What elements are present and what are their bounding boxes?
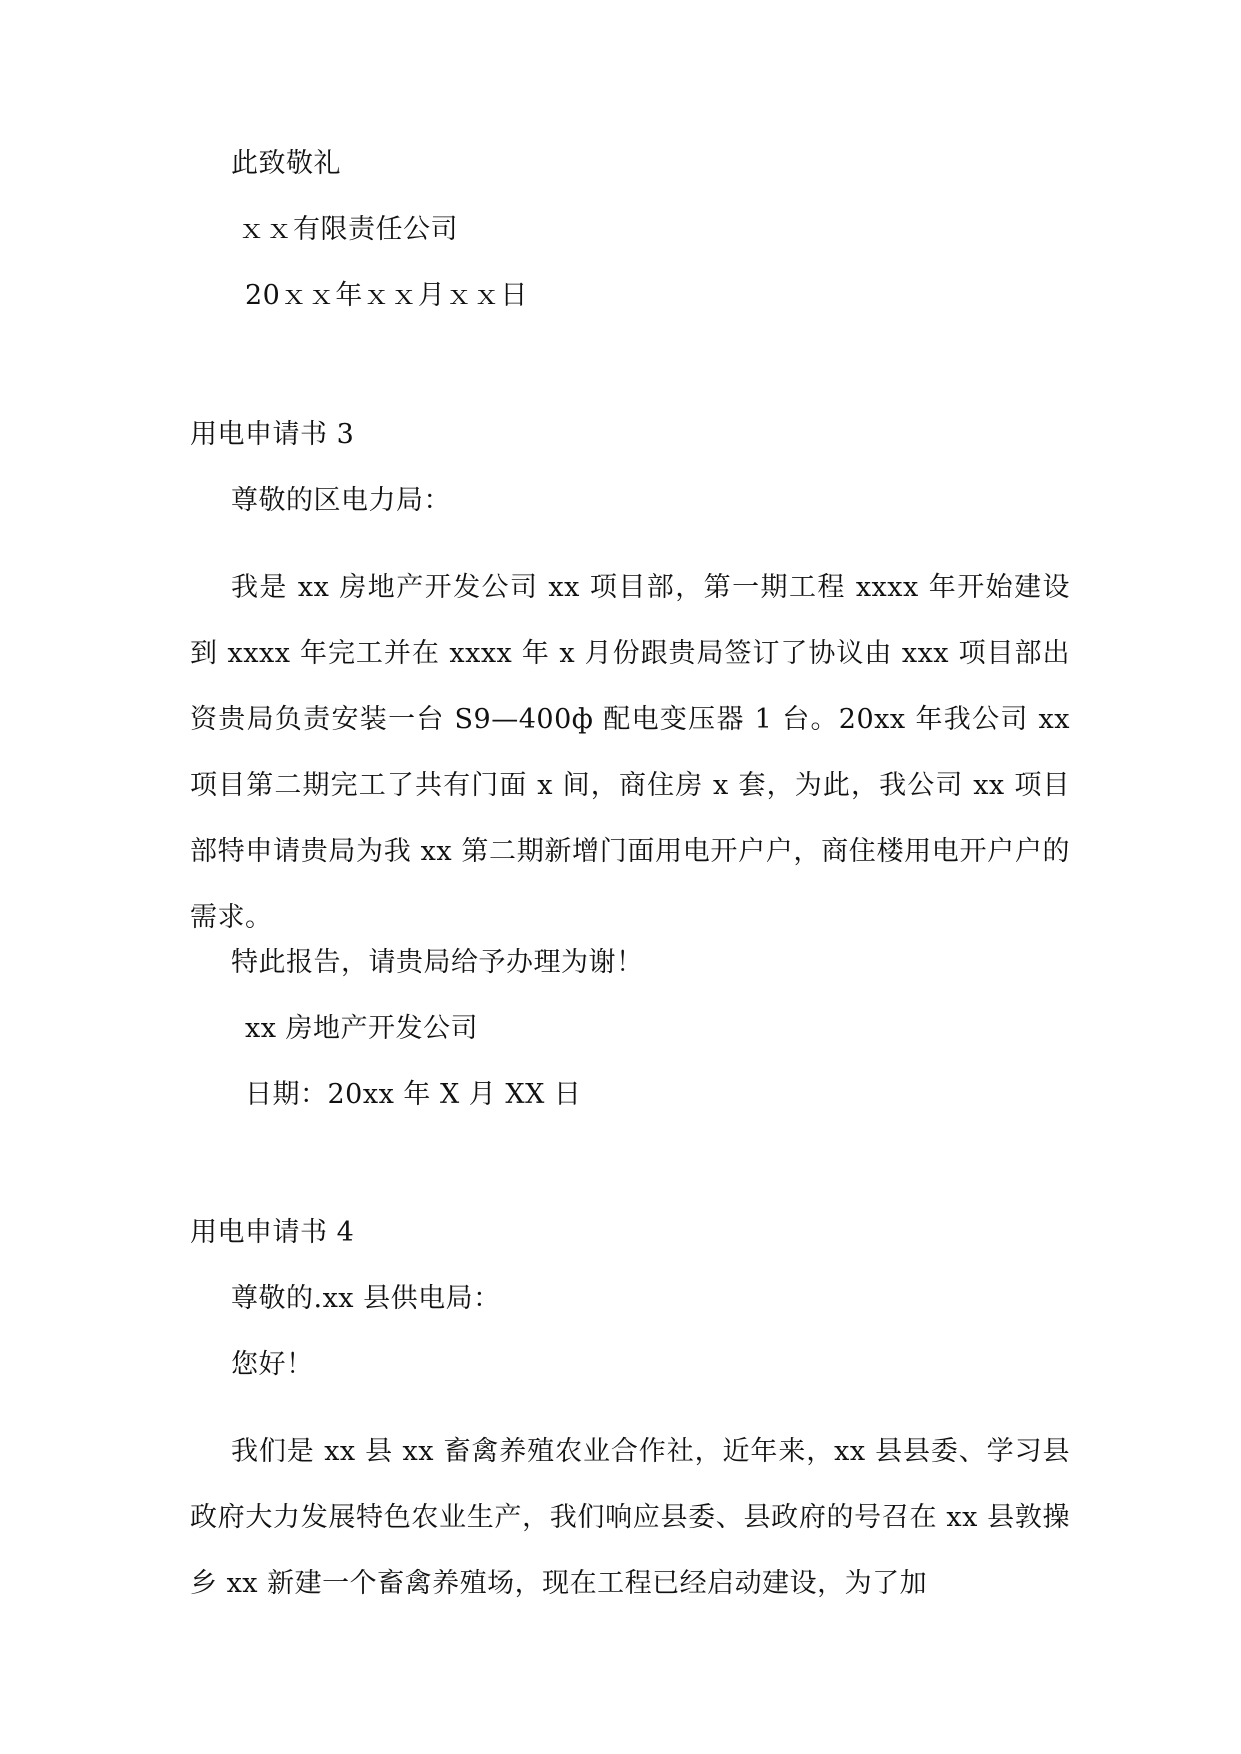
section-title: 用电申请书 4 <box>190 1217 355 1248</box>
signature-date: 日期：20xx 年 X 月 XX 日 <box>245 1079 582 1110</box>
body-paragraph: 我是 xx 房地产开发公司 xx 项目部，第一期工程 xxxx 年开始建设到 xxxx 年完工并在 xxxx 年 x 月份跟贵局签订了协议由 xxx 项目部出资贵局负责安装一台 S9—400ф 配电变压器 1 台。20xx 年我公司 xx 项目第二期完工了共有门面 x 间，商住房 x 套，为此，我公司 xx 项目部特申请贵局为我 xx 第二期新增门面用电开户户，商住楼用电开户户的需求。 <box>190 572 1070 933</box>
greeting: 尊敬的.xx 县供电局： <box>231 1283 501 1314</box>
salutation: 此致敬礼 <box>231 148 341 179</box>
company-signature: ｘｘ有限责任公司 <box>238 214 458 245</box>
company-signature: xx 房地产开发公司 <box>245 1013 479 1044</box>
body-paragraph: 我们是 xx 县 xx 畜禽养殖农业合作社，近年来，xx 县县委、学习县政府大力发展特色农业生产，我们响应县委、县政府的号召在 xx 县敦操乡 xx 新建一个畜禽养殖场，现在工程已经启动建设，为了加 <box>190 1436 1070 1599</box>
section-title: 用电申请书 3 <box>190 419 355 450</box>
request-line: 特此报告，请贵局给予办理为谢！ <box>231 947 644 978</box>
signature-date: 20ｘｘ年ｘｘ月ｘｘ日 <box>245 280 528 311</box>
hello-line: 您好！ <box>231 1349 314 1380</box>
greeting: 尊敬的区电力局： <box>231 485 451 516</box>
